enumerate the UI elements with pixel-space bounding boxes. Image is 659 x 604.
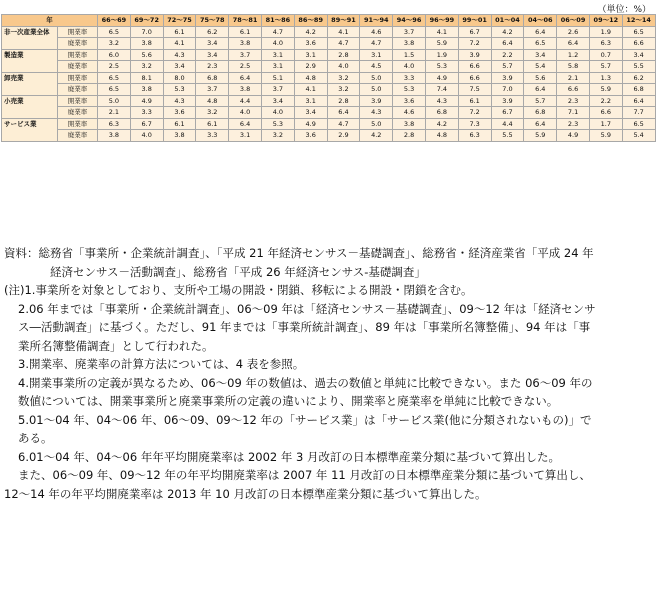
rate-cell: 7.0 [491,84,524,96]
rate-cell: 6.4 [491,38,524,50]
note-2: 業所名簿整備調査」として行われた。 [18,338,214,353]
rate-cell: 4.1 [425,26,458,38]
rate-cell: 4.8 [294,72,327,84]
rate-cell: 5.9 [589,130,622,142]
rate-cell: 3.7 [196,84,229,96]
rate-cell: 3.9 [491,72,524,84]
header-row [2,15,656,27]
rate-cell: 6.4 [524,26,557,38]
rate-cell: 4.1 [327,26,360,38]
rate-cell: 6.5 [524,38,557,50]
rate-cell: 1.2 [557,49,590,61]
rate-cell: 7.1 [557,107,590,119]
rate-cell: 3.9 [360,95,393,107]
rate-cell: 6.4 [524,84,557,96]
rate-cell: 5.9 [589,84,622,96]
rate-cell: 5.0 [98,95,131,107]
rate-cell: 7.0 [130,26,163,38]
note-3: 3.開業率、廃業率の計算方法については、4 表を参照。 [18,357,305,371]
rate-cell: 3.8 [130,38,163,50]
rate-cell: 2.5 [98,61,131,73]
rate-cell: 4.0 [229,107,262,119]
rate-cell: 6.6 [589,107,622,119]
rate-cell: 6.5 [622,118,655,130]
rate-cell: 3.2 [261,130,294,142]
industry-label: 小売業 [2,95,58,118]
rate-cell: 6.1 [163,26,196,38]
rate-cell: 5.7 [491,61,524,73]
rate-cell: 7.5 [458,84,491,96]
rate-cell: 3.8 [98,130,131,142]
rate-cell: 3.4 [163,61,196,73]
rate-cell: 6.8 [622,84,655,96]
rate-cell: 4.7 [360,38,393,50]
note-4: 4.開業事業所の定義が異なるため、06～09 年の数値は、過去の数値と単純に比較できない。また 06～09 年の [18,375,593,390]
rate-cell: 5.9 [425,38,458,50]
rate-cell: 5.3 [425,61,458,73]
rate-cell: 2.2 [491,49,524,61]
rate-cell: 6.6 [557,84,590,96]
rate-cell: 0.7 [589,49,622,61]
period-header: 04～06 [524,15,557,27]
rate-cell: 3.8 [130,84,163,96]
rate-cell: 4.7 [327,118,360,130]
rate-cell: 3.1 [261,61,294,73]
rate-cell: 3.4 [524,49,557,61]
rate-cell: 4.4 [491,118,524,130]
rate-cell: 6.8 [524,107,557,119]
table-row [2,26,656,38]
table-row [2,72,656,84]
business-rate-table [1,14,656,142]
rate-cell: 7.2 [458,107,491,119]
rate-cell: 3.2 [98,38,131,50]
rate-cell: 6.7 [491,107,524,119]
rate-cell: 3.1 [229,130,262,142]
rate-cell: 5.0 [360,72,393,84]
rate-cell: 8.1 [130,72,163,84]
rate-cell: 4.3 [425,95,458,107]
source-line: 経済センサス－活動調査」、総務省「平成 26 年経済センサス-基礎調査」 [50,264,426,279]
rate-cell: 6.6 [622,38,655,50]
rate-cell: 5.5 [622,61,655,73]
table-row [2,49,656,61]
period-header: 86～89 [294,15,327,27]
rate-cell: 5.1 [261,72,294,84]
rate-cell: 2.1 [98,107,131,119]
rate-cell: 6.1 [196,118,229,130]
rate-cell: 3.3 [130,107,163,119]
rate-cell: 3.8 [229,84,262,96]
rate-cell: 1.9 [425,49,458,61]
rate-cell: 6.1 [458,95,491,107]
rate-cell: 6.7 [458,26,491,38]
period-header: 94～96 [393,15,426,27]
notes-section [4,244,656,503]
rate-cell: 6.6 [458,72,491,84]
rate-cell: 6.8 [196,72,229,84]
rate-cell: 4.1 [163,38,196,50]
rate-cell: 4.4 [229,95,262,107]
rate-cell: 4.3 [163,95,196,107]
rate-cell: 3.6 [393,95,426,107]
metric-label: 開業率 [58,118,98,130]
rate-cell: 3.8 [393,38,426,50]
period-header: 69～72 [130,15,163,27]
metric-label: 廃業率 [58,61,98,73]
rate-cell: 4.5 [360,61,393,73]
table-row [2,107,656,119]
period-header: 01～04 [491,15,524,27]
period-header: 66～69 [98,15,131,27]
rate-cell: 3.8 [393,118,426,130]
rate-cell: 4.8 [196,95,229,107]
rate-cell: 6.1 [229,26,262,38]
rate-cell: 6.5 [98,26,131,38]
period-header: 78～81 [229,15,262,27]
rate-cell: 6.3 [98,118,131,130]
rate-cell: 4.7 [327,38,360,50]
table-row [2,130,656,142]
rate-cell: 6.4 [557,38,590,50]
rate-cell: 3.2 [327,84,360,96]
metric-label: 開業率 [58,49,98,61]
rate-cell: 2.3 [196,61,229,73]
period-header: 06～09 [557,15,590,27]
rate-cell: 2.9 [327,130,360,142]
rate-cell: 6.4 [524,118,557,130]
rate-cell: 5.3 [393,84,426,96]
note-6: また、06～09 年、09～12 年の年平均開廃業率は 2007 年 11 月改訂の日本標準産業分類に基づいて算出し、 [18,468,591,482]
rate-cell: 4.2 [491,26,524,38]
rate-cell: 5.6 [130,49,163,61]
rate-cell: 1.9 [589,26,622,38]
rate-cell: 4.0 [261,38,294,50]
rate-cell: 1.3 [589,72,622,84]
rate-cell: 6.4 [229,72,262,84]
period-header: 91～94 [360,15,393,27]
rate-cell: 4.2 [360,130,393,142]
period-header: 75～78 [196,15,229,27]
rate-cell: 2.8 [393,130,426,142]
rate-cell: 6.7 [130,118,163,130]
unit-label: （単位：%） [597,5,651,15]
rate-cell: 4.0 [261,107,294,119]
rate-cell: 6.5 [622,26,655,38]
rate-cell: 3.4 [294,107,327,119]
metric-label: 開業率 [58,95,98,107]
metric-label: 開業率 [58,26,98,38]
note-1: (注)1.事業所を対象としており、支所や工場の開設・閉鎖、移転による開設・閉鎖を含む。 [4,283,473,297]
rate-cell: 8.0 [163,72,196,84]
rate-cell: 3.4 [196,38,229,50]
rate-cell: 5.3 [163,84,196,96]
rate-cell: 6.3 [458,130,491,142]
rate-cell: 3.2 [196,107,229,119]
note-4: 数値については、開業事業所と廃業事業所の定義の違いにより、開業率と廃業率を単純に比較できない。 [18,394,559,408]
metric-label: 廃業率 [58,130,98,142]
rate-cell: 5.4 [524,61,557,73]
industry-label: 卸売業 [2,72,58,95]
rate-cell: 3.1 [294,95,327,107]
note-6: 12～14 年の年平均開廃業率は 2013 年 10 月改訂の日本標準産業分類に基づいて算出した。 [4,486,487,501]
rate-cell: 3.7 [261,84,294,96]
rate-cell: 6.3 [589,38,622,50]
industry-label: サービス業 [2,118,58,141]
rate-cell: 3.8 [163,130,196,142]
period-header: 81～86 [261,15,294,27]
rate-cell: 4.9 [557,130,590,142]
rate-cell: 4.9 [425,72,458,84]
rate-cell: 6.8 [425,107,458,119]
rate-cell: 4.7 [261,26,294,38]
table-row [2,84,656,96]
rate-cell: 7.4 [425,84,458,96]
rate-cell: 5.7 [524,95,557,107]
rate-cell: 6.0 [98,49,131,61]
rate-cell: 4.0 [393,61,426,73]
table-row [2,95,656,107]
rate-cell: 3.6 [163,107,196,119]
rate-cell: 1.5 [393,49,426,61]
rate-cell: 4.8 [425,130,458,142]
rate-cell: 3.3 [196,130,229,142]
table-row [2,38,656,50]
year-header: 年 [2,15,98,27]
rate-cell: 4.0 [327,61,360,73]
rate-cell: 5.4 [622,130,655,142]
rate-cell: 6.5 [98,84,131,96]
rate-cell: 2.8 [327,49,360,61]
rate-cell: 5.0 [360,84,393,96]
rate-cell: 7.7 [622,107,655,119]
rate-cell: 5.7 [589,61,622,73]
industry-label: 非一次産業全体 [2,26,58,49]
rate-cell: 6.1 [163,118,196,130]
rate-cell: 3.4 [261,95,294,107]
note-2: ス―活動調査」に基づく。ただし、91 年までは「事業所統計調査」、89 年は「事業所名簿整備」、94 年は「事 [18,320,591,334]
rate-cell: 3.8 [229,38,262,50]
period-header: 96～99 [425,15,458,27]
rate-cell: 3.9 [458,49,491,61]
rate-cell: 6.6 [458,61,491,73]
rate-cell: 3.1 [360,49,393,61]
rate-cell: 5.5 [491,130,524,142]
rate-cell: 3.2 [130,61,163,73]
rate-cell: 2.2 [589,95,622,107]
rate-cell: 4.6 [360,26,393,38]
rate-cell: 3.7 [229,49,262,61]
table-row [2,61,656,73]
source-line: 資料：総務省「事業所・企業統計調査」、「平成 21 年経済センサス－基礎調査」、総務省・経済産業省「平成 24 年 [4,246,594,260]
rate-cell: 4.0 [130,130,163,142]
rate-cell: 3.3 [393,72,426,84]
rate-cell: 4.3 [360,107,393,119]
rate-cell: 5.6 [524,72,557,84]
rate-cell: 5.3 [261,118,294,130]
rate-cell: 6.5 [98,72,131,84]
rate-cell: 2.6 [557,26,590,38]
rate-cell: 4.1 [294,84,327,96]
period-header: 72～75 [163,15,196,27]
metric-label: 開業率 [58,72,98,84]
rate-cell: 3.6 [294,38,327,50]
rate-cell: 1.7 [589,118,622,130]
rate-cell: 5.9 [524,130,557,142]
rate-cell: 4.2 [425,118,458,130]
rate-cell: 2.5 [229,61,262,73]
rate-cell: 3.2 [327,72,360,84]
metric-label: 廃業率 [58,107,98,119]
rate-cell: 7.2 [458,38,491,50]
rate-cell: 2.3 [557,118,590,130]
note-6: 6.01～04 年、04～06 年年平均開廃業率は 2002 年 3 月改訂の日本標準産業分類に基づいて算出した。 [18,449,561,464]
rate-cell: 4.3 [163,49,196,61]
rate-cell: 6.2 [196,26,229,38]
rate-cell: 2.1 [557,72,590,84]
metric-label: 廃業率 [58,38,98,50]
rate-cell: 7.3 [458,118,491,130]
rate-cell: 4.9 [294,118,327,130]
rate-cell: 3.6 [294,130,327,142]
rate-cell: 2.3 [557,95,590,107]
rate-cell: 3.1 [294,49,327,61]
rate-cell: 6.4 [327,107,360,119]
table-row [2,118,656,130]
rate-cell: 3.1 [261,49,294,61]
rate-cell: 6.4 [229,118,262,130]
metric-label: 廃業率 [58,84,98,96]
period-header: 12～14 [622,15,655,27]
period-header: 09～12 [589,15,622,27]
rate-cell: 3.4 [622,49,655,61]
rate-cell: 6.4 [622,95,655,107]
note-5: ある。 [18,431,53,445]
period-header: 89～91 [327,15,360,27]
rate-cell: 3.4 [196,49,229,61]
rate-cell: 3.7 [393,26,426,38]
industry-label: 製造業 [2,49,58,72]
note-5: 5.01～04 年、04～06 年、06～09、09～12 年の「サービス業」は「サービス業(他に分類されないもの)」で [18,412,592,427]
rate-cell: 5.8 [557,61,590,73]
rate-cell: 2.9 [294,61,327,73]
period-header: 99～01 [458,15,491,27]
rate-cell: 4.2 [294,26,327,38]
rate-cell: 5.0 [360,118,393,130]
rate-cell: 6.2 [622,72,655,84]
rate-cell: 3.9 [491,95,524,107]
rate-cell: 4.6 [393,107,426,119]
rate-cell: 2.8 [327,95,360,107]
note-2: 2.06 年までは「事業所・企業統計調査」、06～09 年は「経済センサス－基礎調査」、09～12 年は「経済センサ [18,301,596,316]
rate-cell: 4.9 [130,95,163,107]
